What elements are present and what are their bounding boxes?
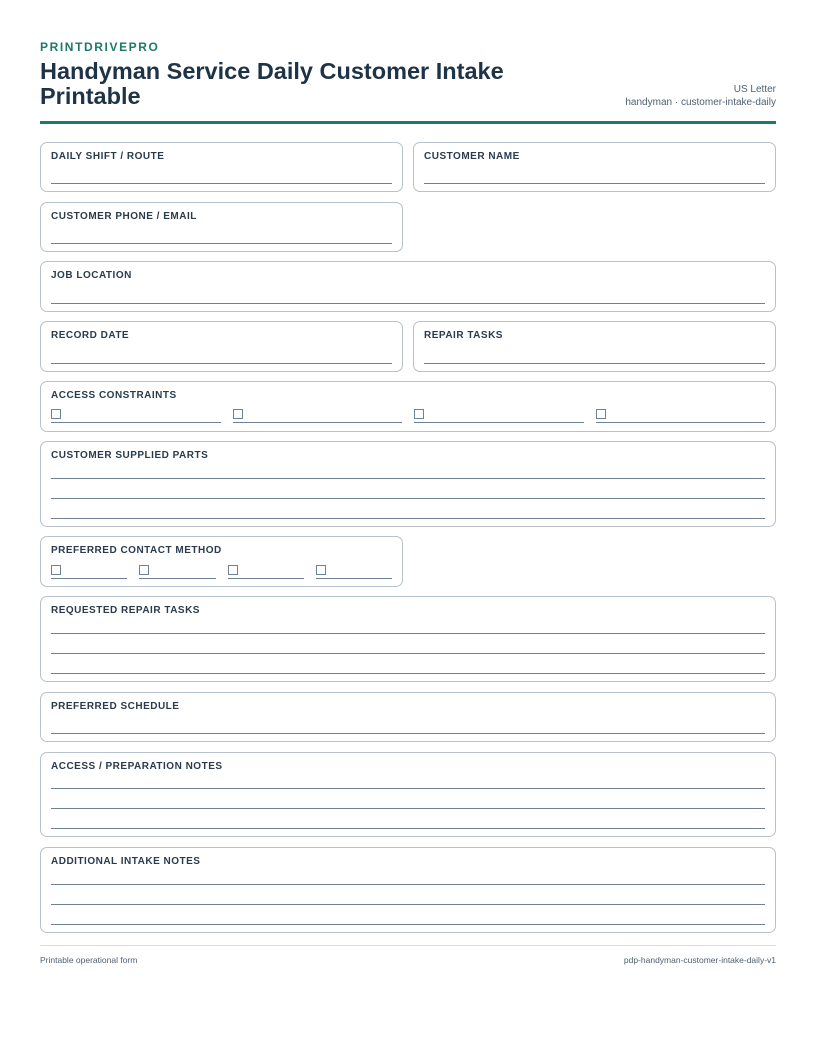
- access-notes-line-1[interactable]: [51, 788, 765, 789]
- access-option-2: [233, 408, 403, 424]
- repair-tasks-label: REPAIR TASKS: [424, 330, 503, 341]
- daily-shift-input-line[interactable]: [51, 183, 392, 184]
- customer-contact-field: [40, 202, 403, 252]
- contact-option-3: [228, 564, 304, 580]
- customer-contact-label: CUSTOMER PHONE / EMAIL: [51, 211, 197, 222]
- contact-option-1: [51, 564, 127, 580]
- record-date-label: RECORD DATE: [51, 330, 130, 341]
- job-location-field: [40, 261, 776, 312]
- preferred-schedule-field: [40, 692, 776, 742]
- customer-parts-field: [40, 441, 776, 527]
- access-checkbox-4[interactable]: [596, 409, 606, 419]
- customer-parts-label: CUSTOMER SUPPLIED PARTS: [51, 450, 209, 461]
- page-footer: [40, 945, 776, 965]
- preferred-schedule-label: PREFERRED SCHEDULE: [51, 701, 180, 712]
- contact-option-4-line[interactable]: [316, 578, 392, 579]
- contact-option-3-line[interactable]: [228, 578, 304, 579]
- page-meta: [625, 83, 776, 109]
- access-notes-line-2[interactable]: [51, 808, 765, 809]
- access-checkbox-1[interactable]: [51, 409, 61, 419]
- requested-tasks-line-1[interactable]: [51, 633, 765, 634]
- access-checkbox-3[interactable]: [414, 409, 424, 419]
- repair-tasks-field: [413, 321, 776, 372]
- form-header: [40, 40, 776, 124]
- contact-checkbox-2[interactable]: [139, 565, 149, 575]
- customer-parts-line-2[interactable]: [51, 498, 765, 499]
- paper-size: US Letter: [733, 84, 776, 95]
- customer-contact-input-line[interactable]: [51, 243, 392, 244]
- customer-parts-line-1[interactable]: [51, 478, 765, 479]
- page-title: Handyman Service Daily Customer Intake Printable: [40, 58, 504, 109]
- contact-option-1-line[interactable]: [51, 578, 127, 579]
- record-date-field: [40, 321, 403, 372]
- job-location-input-line[interactable]: [51, 303, 765, 304]
- title-row: [40, 55, 776, 121]
- access-constraints-field: [40, 381, 776, 432]
- access-option-4-line[interactable]: [596, 422, 766, 423]
- access-notes-field: [40, 752, 776, 837]
- daily-shift-label: DAILY SHIFT / ROUTE: [51, 151, 165, 162]
- requested-tasks-line-2[interactable]: [51, 653, 765, 654]
- contact-checkbox-1[interactable]: [51, 565, 61, 575]
- access-option-2-line[interactable]: [233, 422, 403, 423]
- requested-tasks-label: REQUESTED REPAIR TASKS: [51, 605, 200, 616]
- additional-notes-field: [40, 847, 776, 933]
- access-constraints-options: [51, 408, 765, 424]
- access-option-4: [596, 408, 766, 424]
- contact-option-4: [316, 564, 392, 580]
- access-option-1: [51, 408, 221, 424]
- contact-method-options: [51, 564, 392, 580]
- customer-name-field: [413, 142, 776, 192]
- header-rule: [40, 121, 776, 124]
- access-constraints-label: ACCESS CONSTRAINTS: [51, 390, 177, 401]
- preferred-schedule-input-line[interactable]: [51, 733, 765, 734]
- contact-checkbox-4[interactable]: [316, 565, 326, 575]
- contact-method-label: PREFERRED CONTACT METHOD: [51, 545, 222, 556]
- footer-form-id: pdp-handyman-customer-intake-daily-v1: [623, 955, 776, 965]
- brand-name: PRINTDRIVEPRO: [40, 40, 160, 54]
- access-option-3: [414, 408, 584, 424]
- contact-checkbox-3[interactable]: [228, 565, 238, 575]
- additional-notes-label: ADDITIONAL INTAKE NOTES: [51, 856, 201, 867]
- contact-option-2: [139, 564, 215, 580]
- contact-method-field: [40, 536, 403, 587]
- job-location-label: JOB LOCATION: [51, 270, 132, 281]
- customer-name-label: CUSTOMER NAME: [424, 151, 520, 162]
- requested-tasks-line-3[interactable]: [51, 673, 765, 674]
- access-option-3-line[interactable]: [414, 422, 584, 423]
- access-notes-label: ACCESS / PREPARATION NOTES: [51, 761, 223, 772]
- contact-option-2-line[interactable]: [139, 578, 215, 579]
- customer-name-input-line[interactable]: [424, 183, 765, 184]
- form-tags: handyman · customer-intake-daily: [625, 97, 776, 108]
- additional-notes-line-1[interactable]: [51, 884, 765, 885]
- access-notes-line-3[interactable]: [51, 828, 765, 829]
- additional-notes-line-3[interactable]: [51, 924, 765, 925]
- repair-tasks-input-line[interactable]: [424, 363, 765, 364]
- footer-form-type: Printable operational form: [40, 955, 138, 965]
- daily-shift-field: [40, 142, 403, 192]
- record-date-input-line[interactable]: [51, 363, 392, 364]
- access-checkbox-2[interactable]: [233, 409, 243, 419]
- customer-parts-line-3[interactable]: [51, 518, 765, 519]
- additional-notes-line-2[interactable]: [51, 904, 765, 905]
- requested-tasks-field: [40, 596, 776, 682]
- access-option-1-line[interactable]: [51, 422, 221, 423]
